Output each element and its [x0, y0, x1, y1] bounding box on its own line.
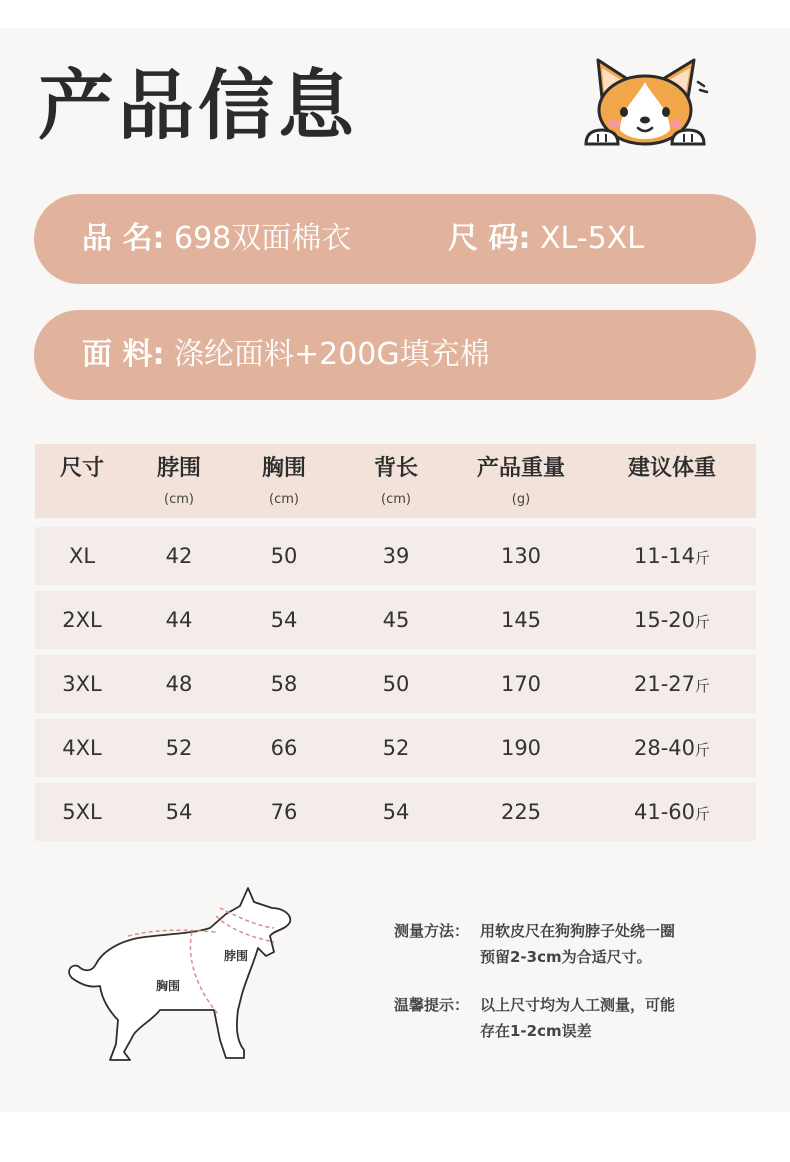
warm-tip-label: 温馨提示： — [394, 996, 470, 1014]
cell-chest: 54 — [270, 608, 298, 632]
product-size — [448, 194, 644, 284]
cell-neck: 54 — [165, 800, 193, 824]
product-fabric — [82, 310, 490, 400]
header-product-weight: 产品重量 (g) — [476, 456, 566, 507]
table-row — [35, 655, 756, 713]
measure-method-label: 测量方法： — [394, 922, 470, 940]
cell-back: 54 — [382, 800, 410, 824]
cell-size: XL — [68, 544, 96, 568]
header-neck: 脖围 (cm) — [156, 456, 202, 507]
neck-label: 脖围 — [224, 949, 249, 963]
header-suggested-weight: 建议体重 — [627, 456, 717, 481]
cell-back: 45 — [382, 608, 410, 632]
cell-size: 4XL — [62, 736, 102, 760]
product-size-label: 尺 码: — [448, 221, 531, 256]
table-row — [35, 591, 756, 649]
measure-method-note — [394, 918, 675, 970]
corgi-icon — [580, 52, 710, 148]
cell-body-weight: 41-60斤 — [633, 800, 711, 824]
size-table — [35, 444, 756, 841]
cell-weight: 170 — [500, 672, 542, 696]
cell-neck: 48 — [165, 672, 193, 696]
cell-body-weight: 21-27斤 — [633, 672, 711, 696]
page-title: 产品信息 — [38, 61, 358, 150]
cell-neck: 44 — [165, 608, 193, 632]
cell-weight: 190 — [500, 736, 542, 760]
product-size-value: XL-5XL — [540, 221, 644, 256]
cell-back: 50 — [382, 672, 410, 696]
cell-neck: 42 — [165, 544, 193, 568]
cell-body-weight: 15-20斤 — [633, 608, 711, 632]
table-row — [35, 527, 756, 585]
table-row — [35, 719, 756, 777]
info-pill-fabric — [34, 310, 756, 400]
dog-measurement-diagram — [60, 880, 300, 1070]
cell-chest: 66 — [270, 736, 298, 760]
cell-chest: 58 — [270, 672, 298, 696]
product-fabric-value: 涤纶面料+200G填充棉 — [174, 337, 490, 372]
cell-weight: 225 — [500, 800, 542, 824]
header-size: 尺寸 — [59, 456, 105, 481]
product-fabric-label: 面 料: — [82, 337, 165, 372]
cell-weight: 145 — [500, 608, 542, 632]
cell-back: 39 — [382, 544, 410, 568]
cell-body-weight: 28-40斤 — [633, 736, 711, 760]
cell-chest: 76 — [270, 800, 298, 824]
cell-size: 3XL — [62, 672, 102, 696]
cell-size: 5XL — [62, 800, 102, 824]
cell-chest: 50 — [270, 544, 298, 568]
warm-tip-note — [394, 992, 675, 1044]
dog-outline — [69, 888, 290, 1060]
product-name — [82, 194, 351, 284]
table-row — [35, 783, 756, 841]
warm-tip-line1: 以上尺寸均为人工测量，可能 — [480, 996, 676, 1014]
product-name-label: 品 名: — [82, 221, 165, 256]
info-pill-name-size — [34, 194, 756, 284]
header-back: 背长 (cm) — [373, 456, 419, 507]
header-chest: 胸围 (cm) — [261, 456, 307, 507]
measure-method-line2: 预留2-3cm为合适尺寸。 — [480, 948, 652, 966]
table-header-row — [35, 444, 756, 518]
warm-tip-line2: 存在1-2cm误差 — [480, 1022, 592, 1040]
cell-back: 52 — [382, 736, 410, 760]
cell-neck: 52 — [165, 736, 193, 760]
product-name-value: 698双面棉衣 — [174, 221, 352, 256]
chest-label: 胸围 — [156, 979, 181, 993]
measure-method-line1: 用软皮尺在狗狗脖子处绕一圈 — [480, 922, 676, 940]
cell-size: 2XL — [62, 608, 102, 632]
cell-body-weight: 11-14斤 — [633, 544, 711, 568]
cell-weight: 130 — [500, 544, 542, 568]
